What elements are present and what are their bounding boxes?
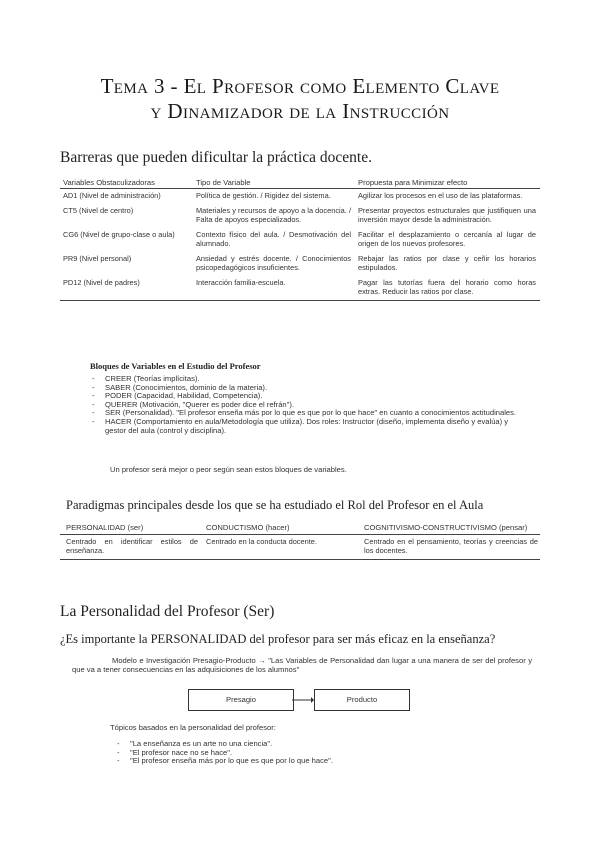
table-row (60, 228, 540, 252)
list-item: - "El profesor enseña más por lo que es que por lo que hace". (115, 757, 515, 766)
list-item: - HACER (Comportamiento en aula/Metodología que utiliza). Dos roles: Instructor (diseño, implementa diseño y evalúa) y gestor del aula (control y disciplina). (90, 418, 530, 435)
cell-cognitivismo: Centrado en el pensamiento, teorías y creencias de los docentes. (364, 537, 538, 555)
list-item: - "La enseñanza es un arte no una ciencia". (115, 740, 515, 749)
cell-variable: CG6 (Nivel de grupo-clase o aula) (63, 230, 175, 239)
title-line-2: y Dinamizador de la Instrucción (150, 99, 450, 123)
cell-conductismo: Centrado en la conducta docente. (206, 537, 317, 546)
table-row (60, 252, 540, 276)
list-item: - QUERER (Motivación, "Querer es poder dice el refrán"). (90, 401, 530, 410)
table-row (60, 535, 540, 560)
table-header-row (60, 176, 540, 189)
cell-tipo: Contexto físico del aula. / Desmotivación del alumnado. (196, 230, 351, 248)
cell-variable: PR9 (Nivel personal) (63, 254, 132, 263)
table-row (60, 204, 540, 228)
header-variables: Variables Obstaculizadoras (60, 176, 193, 189)
cell-variable: CT5 (Nivel de centro) (63, 206, 134, 215)
paradigmas-table (60, 522, 540, 560)
header-conductismo: CONDUCTISMO (hacer) (200, 522, 358, 535)
presagio-box: Presagio (188, 689, 294, 711)
list-item: - PODER (Capacidad, Habilidad, Competencia). (90, 392, 530, 401)
header-propuesta: Propuesta para Minimizar efecto (355, 176, 540, 189)
bloques-list (90, 375, 530, 435)
title-line-1: Tema 3 - El Profesor como Elemento Clave (100, 74, 500, 98)
list-item: - "El profesor nace no se hace". (115, 749, 515, 758)
table-row (60, 189, 540, 205)
list-item: - SER (Personalidad). "El profesor enseña más por lo que es que por lo que hace" en cuanto a conocimientos actitudinales. (90, 409, 530, 418)
arrow-icon (292, 689, 314, 711)
cell-tipo: Política de gestión. / Rigidez del sistema. (196, 191, 331, 200)
cell-propuesta: Agilizar los procesos en el uso de las plataformas. (358, 191, 523, 200)
table-row (60, 276, 540, 301)
cell-propuesta: Rebajar las ratios por clase y ceñir los horarios estipulados. (358, 254, 536, 272)
header-tipo: Tipo de Variable (193, 176, 355, 189)
cell-propuesta: Presentar proyectos estructurales que justifiquen una inversión mayor desde la administración. (358, 206, 536, 224)
document-title (0, 74, 600, 124)
personalidad-question: ¿Es importante la PERSONALIDAD del profesor para ser más eficaz en la enseñanza? (60, 632, 496, 646)
cell-propuesta: Facilitar el desplazamiento o cercanía al lugar de origen de los nuevos profesores. (358, 230, 536, 248)
personalidad-heading: La Personalidad del Profesor (Ser) (60, 603, 275, 620)
header-personalidad: PERSONALIDAD (ser) (60, 522, 200, 535)
paradigmas-heading: Paradigmas principales desde los que se ha estudiado el Rol del Profesor en el Aula (66, 498, 484, 512)
barreras-table (60, 176, 540, 301)
cell-tipo: Materiales y recursos de apoyo a la docencia. / Falta de apoyos especializados. (196, 206, 351, 224)
producto-box: Producto (314, 689, 410, 711)
list-item: - CREER (Teorías implícitas). (90, 375, 530, 384)
modelo-text: Modelo e Investigación Presagio-Producto → "Las Variables de Personalidad dan lugar a una manera de ser del profesor y que va a tener consecuencias en las adquisiciones de los alumnos" (72, 656, 532, 674)
table-header-row (60, 522, 540, 535)
list-item: - SABER (Conocimientos, dominio de la materia). (90, 384, 530, 393)
cell-variable: PD12 (Nivel de padres) (63, 278, 140, 287)
cell-tipo: Ansiedad y estrés docente. / Conocimientos psicopedagógicos insuficientes. (196, 254, 351, 272)
cell-variable: AD1 (Nivel de administración) (63, 191, 161, 200)
topics-intro: Tópicos basados en la personalidad del profesor: (110, 723, 276, 732)
topics-list (115, 740, 515, 766)
barreras-heading: Barreras que pueden dificultar la práctica docente. (60, 149, 372, 166)
cell-tipo: Interacción familia-escuela. (196, 278, 286, 287)
bloques-conclusion: Un profesor será mejor o peor según sean estos bloques de variables. (110, 465, 347, 474)
header-cognitivismo: COGNITIVISMO-CONSTRUCTIVISMO (pensar) (358, 522, 540, 535)
cell-propuesta: Pagar las tutorías fuera del horario como horas extras. Reducir las ratios por clase. (358, 278, 536, 296)
cell-personalidad: Centrado en identificar estilos de enseñanza. (66, 537, 198, 555)
bloques-heading: Bloques de Variables en el Estudio del Profesor (90, 361, 261, 371)
